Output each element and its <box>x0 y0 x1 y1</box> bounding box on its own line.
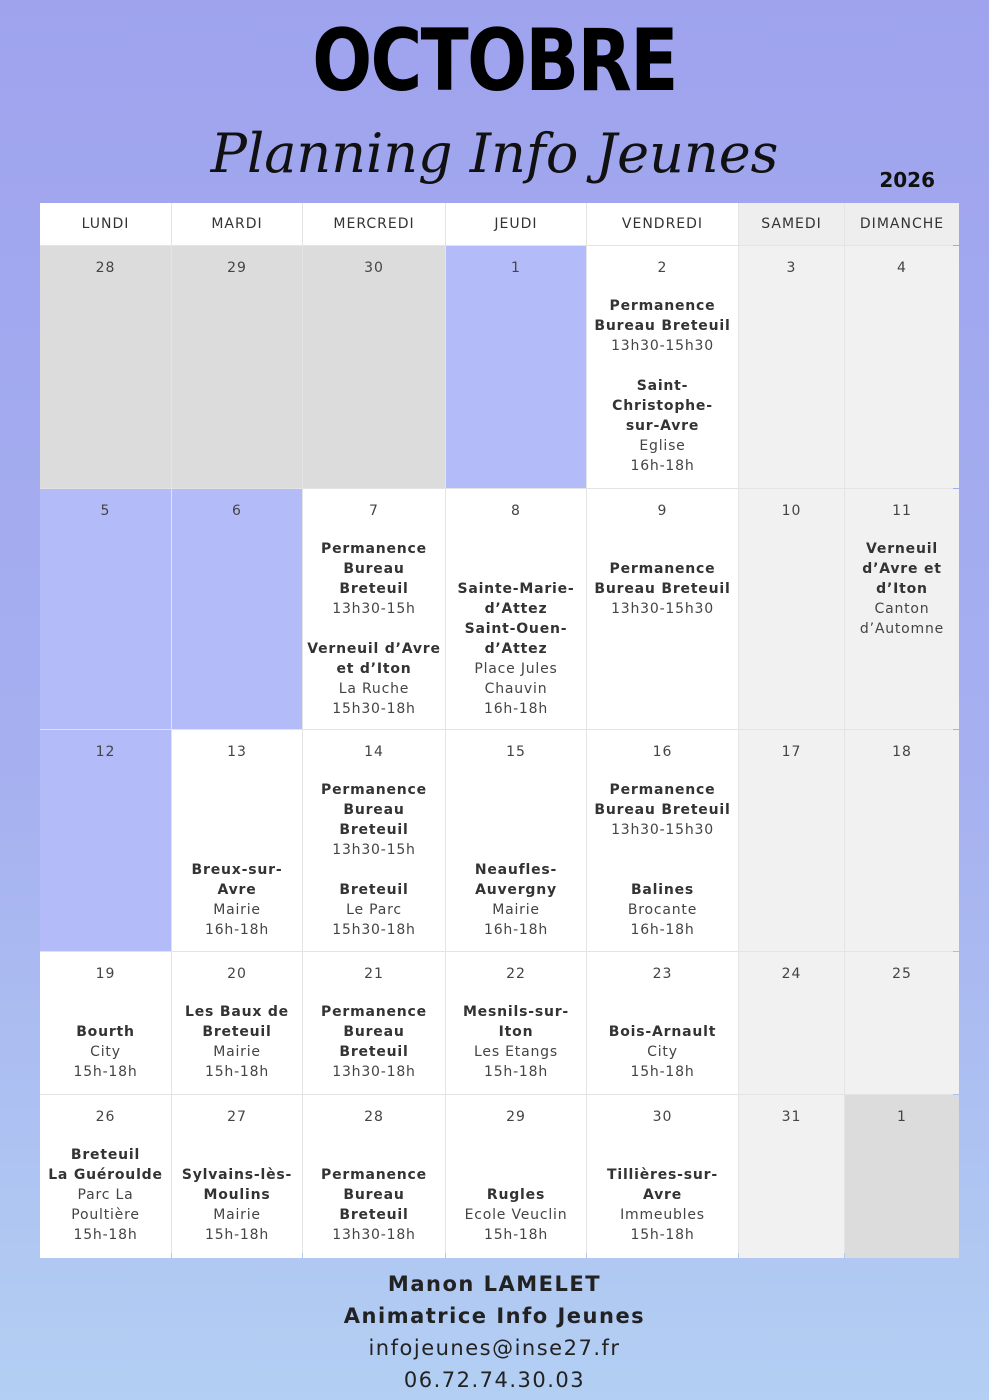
event-info-line: Mairie <box>213 902 261 918</box>
day-cell <box>845 730 959 951</box>
day-cell <box>446 246 586 488</box>
contact-role: Animatrice Info Jeunes <box>343 1304 646 1328</box>
spacer <box>44 1002 167 1022</box>
day-cell <box>303 730 445 951</box>
day-number: 25 <box>892 966 912 982</box>
day-cell <box>587 1095 738 1258</box>
event-title-line: Permanence <box>321 541 427 557</box>
spacer <box>450 1165 582 1185</box>
event-info-line: 16h-18h <box>483 701 549 717</box>
event-info-line: 16h-18h <box>483 922 549 938</box>
day-header-saturday: SAMEDI <box>739 203 844 245</box>
spacer <box>450 780 582 800</box>
event-title-line: Permanence <box>321 1004 427 1020</box>
event-info-line: 15h30-18h <box>332 922 416 938</box>
spacer <box>450 1145 582 1165</box>
event-title-line: Permanence <box>609 298 716 314</box>
page-subtitle: Planning Info Jeunes <box>210 122 779 185</box>
spacer <box>450 840 582 860</box>
day-cell <box>172 730 302 951</box>
day-header-thursday: JEUDI <box>446 203 586 245</box>
event-title-line: Bureau <box>343 1024 405 1040</box>
event-info-line: Immeubles <box>620 1207 705 1223</box>
spacer <box>176 1145 298 1165</box>
event-title-line: Bourth <box>76 1024 135 1040</box>
event-details <box>40 1002 171 1082</box>
spacer <box>450 559 582 579</box>
spacer <box>176 820 298 840</box>
event-details <box>587 1002 738 1082</box>
event-title-line: Moulins <box>203 1187 271 1203</box>
event-info-line: 13h30-15h30 <box>611 338 714 354</box>
event-title-line: Bureau <box>343 1187 405 1203</box>
event-info-line: 15h-18h <box>73 1064 138 1080</box>
day-cell <box>40 1095 171 1258</box>
spacer <box>307 1145 441 1165</box>
event-title-line: Tillières-sur- <box>607 1167 718 1183</box>
event-title-line: Auvergny <box>475 882 557 898</box>
event-info-line: Mairie <box>213 1207 261 1223</box>
event-title-line: Bureau Breteuil <box>594 581 731 597</box>
day-number: 13 <box>227 744 247 760</box>
contact-phone[interactable]: 06.72.74.30.03 <box>403 1368 586 1392</box>
day-cell <box>40 489 171 729</box>
event-title-line: Avre <box>642 1187 683 1203</box>
day-cell <box>303 1095 445 1258</box>
event-info-line: 15h-18h <box>204 1064 270 1080</box>
event-title-line: sur-Avre <box>625 418 700 434</box>
event-details <box>446 539 586 719</box>
day-number: 19 <box>95 966 116 982</box>
event-title-line: Verneuil d’Avre <box>307 641 441 657</box>
day-number: 24 <box>781 966 802 982</box>
day-cell <box>587 489 738 729</box>
event-title-line: Breteuil <box>339 581 409 597</box>
day-cell <box>303 246 445 488</box>
spacer <box>176 800 298 820</box>
day-cell <box>739 1095 844 1258</box>
calendar-grid <box>40 203 953 1253</box>
contact-footer <box>0 1268 989 1396</box>
day-header-tuesday: MARDI <box>172 203 302 245</box>
event-info-line: City <box>90 1044 121 1060</box>
event-info-line: 15h-18h <box>483 1064 549 1080</box>
day-cell <box>172 246 302 488</box>
day-number: 28 <box>364 1109 384 1125</box>
spacer <box>450 820 582 840</box>
event-details <box>587 780 738 940</box>
event-info-line: 16h-18h <box>630 458 695 474</box>
year-label: 2026 <box>879 168 935 192</box>
day-number: 21 <box>364 966 384 982</box>
event-info-line: Place Jules <box>474 661 558 677</box>
day-number: 9 <box>657 503 668 519</box>
event-details <box>172 780 302 940</box>
event-title-line: Breteuil <box>202 1024 272 1040</box>
day-cell <box>40 246 171 488</box>
day-number: 1 <box>897 1109 907 1125</box>
event-title-line: Saint- <box>636 378 689 394</box>
event-details <box>587 296 738 476</box>
event-title-line: Permanence <box>609 561 716 577</box>
event-info-line: 15h-18h <box>73 1227 138 1243</box>
page-title: OCTOBRE <box>312 11 677 111</box>
day-cell <box>587 952 738 1094</box>
day-cell <box>303 952 445 1094</box>
day-cell <box>845 489 959 729</box>
spacer <box>176 840 298 860</box>
event-details <box>172 1145 302 1245</box>
day-number: 29 <box>227 260 247 276</box>
day-cell <box>40 952 171 1094</box>
event-info-line: 15h-18h <box>630 1064 695 1080</box>
event-info-line: Ecole Veuclin <box>464 1207 568 1223</box>
day-cell <box>845 952 959 1094</box>
spacer <box>591 860 734 880</box>
event-title-line: Breteuil <box>70 1147 141 1163</box>
day-number: 27 <box>227 1109 247 1125</box>
day-number: 3 <box>786 260 797 276</box>
event-title-line: Permanence <box>609 782 716 798</box>
event-title-line: Breteuil <box>339 1044 409 1060</box>
spacer <box>591 1145 734 1165</box>
spacer <box>450 800 582 820</box>
event-details <box>587 1145 738 1245</box>
day-cell <box>587 246 738 488</box>
event-info-line: 15h-18h <box>204 1227 270 1243</box>
spacer <box>591 356 734 376</box>
contact-email[interactable]: infojeunes@inse27.fr <box>368 1336 621 1360</box>
event-title-line: Bureau Breteuil <box>594 318 731 334</box>
event-info-line: Brocante <box>627 902 698 918</box>
event-title-line: Sainte-Marie- <box>457 581 575 597</box>
event-details <box>303 1145 445 1245</box>
event-info-line: 13h30-18h <box>332 1064 416 1080</box>
event-details <box>845 539 959 639</box>
event-title-line: d’Attez <box>484 601 548 617</box>
event-details <box>40 1145 171 1245</box>
event-info-line: 16h-18h <box>204 922 270 938</box>
day-number: 12 <box>95 744 116 760</box>
day-cell <box>40 730 171 951</box>
event-info-line: Poultière <box>71 1207 140 1223</box>
day-cell <box>446 489 586 729</box>
event-title-line: Bureau Breteuil <box>594 802 731 818</box>
day-number: 10 <box>781 503 802 519</box>
event-details <box>446 780 586 940</box>
day-cell <box>446 952 586 1094</box>
event-info-line: 13h30-18h <box>332 1227 416 1243</box>
day-number: 2 <box>657 260 668 276</box>
event-details <box>303 539 445 719</box>
event-title-line: Permanence <box>321 782 427 798</box>
event-title-line: Bois-Arnault <box>608 1024 717 1040</box>
event-title-line: Bureau <box>343 802 405 818</box>
event-info-line: La Ruche <box>338 681 410 697</box>
event-title-line: Verneuil <box>866 541 938 557</box>
spacer <box>307 619 441 639</box>
day-number: 26 <box>95 1109 116 1125</box>
event-title-line: Les Baux de <box>185 1004 289 1020</box>
event-info-line: Mairie <box>492 902 540 918</box>
event-title-line: Rugles <box>486 1187 546 1203</box>
day-number: 11 <box>892 503 912 519</box>
day-cell <box>587 730 738 951</box>
event-details <box>303 1002 445 1082</box>
event-title-line: Breteuil <box>339 882 409 898</box>
day-cell <box>739 246 844 488</box>
event-info-line: Le Parc <box>346 902 402 918</box>
day-number: 30 <box>652 1109 673 1125</box>
event-details <box>587 539 738 619</box>
day-number: 22 <box>506 966 526 982</box>
day-number: 16 <box>652 744 673 760</box>
event-title-line: Christophe- <box>612 398 713 414</box>
day-number: 18 <box>892 744 912 760</box>
event-details <box>303 780 445 940</box>
event-title-line: Mesnils-sur- <box>462 1004 570 1020</box>
event-title-line: et d’Iton <box>336 661 412 677</box>
day-number: 6 <box>232 503 242 519</box>
day-header-sunday: DIMANCHE <box>845 203 959 245</box>
day-header-wednesday: MERCREDI <box>303 203 445 245</box>
day-cell <box>739 730 844 951</box>
event-info-line: 15h-18h <box>483 1227 549 1243</box>
event-info-line: Mairie <box>213 1044 261 1060</box>
event-info-line: 13h30-15h <box>332 842 416 858</box>
event-title-line: Sylvains-lès- <box>181 1167 293 1183</box>
day-number: 14 <box>364 744 384 760</box>
event-info-line: Parc La <box>77 1187 134 1203</box>
event-info-line: Canton <box>874 601 930 617</box>
event-title-line: Iton <box>498 1024 534 1040</box>
day-cell <box>845 1095 959 1258</box>
day-number: 30 <box>364 260 384 276</box>
day-number: 20 <box>227 966 247 982</box>
event-info-line: Eglise <box>639 438 686 454</box>
day-cell <box>303 489 445 729</box>
event-title-line: Bureau <box>343 561 405 577</box>
spacer <box>591 539 734 559</box>
event-title-line: Neaufles- <box>474 862 558 878</box>
spacer <box>307 860 441 880</box>
event-info-line: 13h30-15h <box>332 601 416 617</box>
event-info-line: Les Etangs <box>474 1044 558 1060</box>
event-title-line: d’Attez <box>484 641 548 657</box>
day-cell <box>739 489 844 729</box>
day-cell <box>172 1095 302 1258</box>
day-number: 8 <box>511 503 521 519</box>
day-number: 28 <box>95 260 116 276</box>
day-number: 1 <box>511 260 521 276</box>
day-header-friday: VENDREDI <box>587 203 738 245</box>
event-details <box>446 1145 586 1245</box>
event-title-line: d’Avre et <box>862 561 942 577</box>
event-info-line: 13h30-15h30 <box>611 601 714 617</box>
day-number: 31 <box>781 1109 802 1125</box>
spacer <box>591 840 734 860</box>
event-title-line: Breteuil <box>339 822 409 838</box>
event-info-line: 15h-18h <box>630 1227 695 1243</box>
day-cell <box>172 952 302 1094</box>
day-cell <box>172 489 302 729</box>
day-number: 4 <box>897 260 907 276</box>
contact-name: Manon LAMELET <box>387 1272 602 1296</box>
day-cell <box>739 952 844 1094</box>
event-details <box>172 1002 302 1082</box>
event-title-line: Saint-Ouen- <box>464 621 568 637</box>
event-info-line: 15h30-18h <box>332 701 416 717</box>
day-number: 29 <box>506 1109 526 1125</box>
event-info-line: City <box>647 1044 678 1060</box>
event-title-line: Breux-sur- <box>191 862 283 878</box>
event-title-line: La Guéroulde <box>48 1167 163 1183</box>
event-info-line: Chauvin <box>484 681 548 697</box>
day-number: 23 <box>652 966 673 982</box>
spacer <box>450 539 582 559</box>
event-title-line: Balines <box>630 882 695 898</box>
day-number: 17 <box>781 744 802 760</box>
spacer <box>176 780 298 800</box>
day-number: 5 <box>100 503 111 519</box>
event-info-line: 13h30-15h30 <box>611 822 714 838</box>
day-header-monday: LUNDI <box>40 203 171 245</box>
event-title-line: Breteuil <box>339 1207 409 1223</box>
day-cell <box>446 1095 586 1258</box>
day-number: 15 <box>506 744 526 760</box>
day-number: 7 <box>369 503 379 519</box>
event-title-line: d’Iton <box>876 581 928 597</box>
day-cell <box>446 730 586 951</box>
spacer <box>591 1002 734 1022</box>
event-info-line: d’Automne <box>859 621 945 637</box>
event-title-line: Avre <box>217 882 257 898</box>
event-details <box>446 1002 586 1082</box>
event-info-line: 16h-18h <box>630 922 695 938</box>
day-cell <box>845 246 959 488</box>
event-title-line: Permanence <box>321 1167 427 1183</box>
